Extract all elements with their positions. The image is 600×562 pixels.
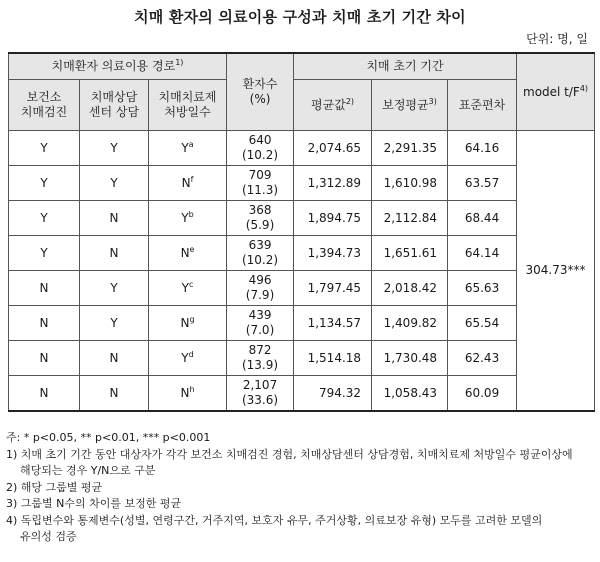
header-screening: 보건소 치매검진 xyxy=(9,80,80,131)
cell-mean: 1,514.18 xyxy=(294,341,372,376)
cell-adj: 1,409.82 xyxy=(372,306,448,341)
cell-sd: 63.57 xyxy=(448,166,517,201)
cell-patients: 872 (13.9) xyxy=(227,341,294,376)
header-adj: 보정평균$^{3)}$ xyxy=(372,80,448,131)
note-3: 3) 그룹별 N수의 차이를 보정한 평균 xyxy=(6,497,182,510)
cell-screening: Y xyxy=(9,236,80,271)
cell-screening: N xyxy=(9,306,80,341)
cell-rx: $N^g$ xyxy=(149,306,227,341)
table-row xyxy=(9,376,595,412)
cell-adj: 1,651.61 xyxy=(372,236,448,271)
cell-adj: 1,610.98 xyxy=(372,166,448,201)
table-row xyxy=(9,201,595,236)
cell-adj: 2,018.42 xyxy=(372,271,448,306)
cell-center: Y xyxy=(80,306,149,341)
cell-center: N xyxy=(80,341,149,376)
table-row xyxy=(9,306,595,341)
header-sd: 표준편차 xyxy=(448,80,517,131)
cell-screening: Y xyxy=(9,166,80,201)
cell-rx: $N^h$ xyxy=(149,376,227,412)
cell-screening: Y xyxy=(9,201,80,236)
table-row xyxy=(9,341,595,376)
header-group-path: 치매환자 의료이용 경로$^{1)}$ xyxy=(9,53,227,80)
cell-patients: 496 (7.9) xyxy=(227,271,294,306)
cell-center: Y xyxy=(80,131,149,166)
header-model: model $t/F^{4)}$ xyxy=(517,53,595,131)
cell-patients: 368 (5.9) xyxy=(227,201,294,236)
cell-adj: 1,730.48 xyxy=(372,341,448,376)
cell-center: N xyxy=(80,201,149,236)
cell-patients: 639 (10.2) xyxy=(227,236,294,271)
cell-screening: N xyxy=(9,376,80,412)
cell-center: N xyxy=(80,376,149,412)
note-significance: 주: * p<0.05, ** p<0.01, *** p<0.001 xyxy=(6,431,211,444)
cell-sd: 65.63 xyxy=(448,271,517,306)
note-4-cont: 유의성 검증 xyxy=(20,530,77,543)
table-row xyxy=(9,131,595,166)
cell-screening: N xyxy=(9,271,80,306)
cell-adj: 2,112.84 xyxy=(372,201,448,236)
header-group-initial: 치매 초기 기간 xyxy=(294,53,517,80)
cell-rx: $Y^c$ xyxy=(149,271,227,306)
cell-adj: 1,058.43 xyxy=(372,376,448,412)
cell-mean: 2,074.65 xyxy=(294,131,372,166)
unit-label: 단위: 명, 일 xyxy=(526,32,588,46)
header-patients: 환자수 (%) xyxy=(227,53,294,131)
note-1: 1) 치매 초기 기간 동안 대상자가 각각 보건소 치매검진 경험, 치매상담센터 상담경험, 치매치료제 처방일수 평균이상에 xyxy=(6,447,573,461)
table-row xyxy=(9,236,595,271)
cell-center: Y xyxy=(80,271,149,306)
header-rx: 치매치료제 처방일수 xyxy=(149,80,227,131)
cell-mean: 794.32 xyxy=(294,376,372,412)
cell-sd: 60.09 xyxy=(448,376,517,412)
footnotes xyxy=(6,430,596,546)
cell-screening: Y xyxy=(9,131,80,166)
cell-sd: 62.43 xyxy=(448,341,517,376)
cell-sd: 64.16 xyxy=(448,131,517,166)
cell-rx: $N^f$ xyxy=(149,166,227,201)
table-row xyxy=(9,166,595,201)
cell-center: Y xyxy=(80,166,149,201)
page-title: 치매 환자의 의료이용 구성과 치매 초기 기간 차이 xyxy=(134,8,466,26)
header-center: 치매상담 센터 상담 xyxy=(80,80,149,131)
cell-rx: $Y^d$ xyxy=(149,341,227,376)
cell-patients: 640 (10.2) xyxy=(227,131,294,166)
cell-mean: 1,894.75 xyxy=(294,201,372,236)
cell-adj: 2,291.35 xyxy=(372,131,448,166)
note-2: 2) 해당 그룹별 평균 xyxy=(6,480,103,494)
cell-screening: N xyxy=(9,341,80,376)
cell-patients: 2,107 (33.6) xyxy=(227,376,294,412)
cell-center: N xyxy=(80,236,149,271)
cell-model: 304.73*** xyxy=(517,131,595,412)
cell-patients: 709 (11.3) xyxy=(227,166,294,201)
cell-mean: 1,134.57 xyxy=(294,306,372,341)
cell-rx: $Y^b$ xyxy=(149,201,227,236)
cell-mean: 1,394.73 xyxy=(294,236,372,271)
cell-sd: 64.14 xyxy=(448,236,517,271)
note-1-cont: 해당되는 경우 Y/N으로 구분 xyxy=(20,464,156,477)
cell-sd: 68.44 xyxy=(448,201,517,236)
cell-rx: $N^e$ xyxy=(149,236,227,271)
data-table xyxy=(8,52,595,412)
header-mean: 평균값$^{2)}$ xyxy=(294,80,372,131)
table-row xyxy=(9,271,595,306)
cell-sd: 65.54 xyxy=(448,306,517,341)
cell-rx: $Y^a$ xyxy=(149,131,227,166)
cell-mean: 1,797.45 xyxy=(294,271,372,306)
cell-mean: 1,312.89 xyxy=(294,166,372,201)
note-4: 4) 독립변수와 통제변수(성별, 연령구간, 거주지역, 보호자 유무, 주거상황, 의료보장 유형) 모두를 고려한 모델의 xyxy=(6,513,543,527)
cell-patients: 439 (7.0) xyxy=(227,306,294,341)
